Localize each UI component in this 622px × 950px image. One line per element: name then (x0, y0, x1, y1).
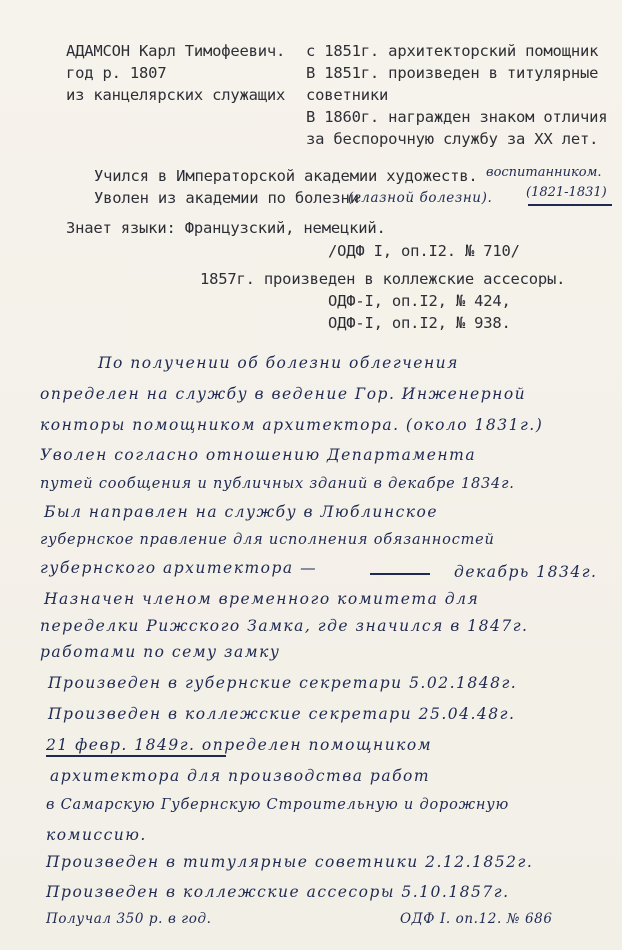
handwritten-dash (370, 573, 430, 575)
handwritten-years-note: (1821-1831) (526, 185, 607, 200)
typed-service-3: советники (306, 86, 389, 104)
typed-reference-1: /ОДФ I, оп.I2. № 710/ (328, 242, 520, 260)
typed-birth-line: год р. 1807 (66, 64, 167, 82)
typed-origin-line: из канцелярских служащих (66, 86, 286, 104)
typed-dismissed-line: Уволен из академии по болезни (94, 189, 359, 207)
handwritten-line-2: определен на службу в ведение Гор. Инженерной (40, 385, 527, 403)
handwritten-study-note: воспитанником. (486, 165, 602, 180)
date-1849-underline (46, 755, 226, 757)
typed-reference-3: ОДФ-I, оп.I2, № 938. (328, 314, 511, 332)
handwritten-line-19: Произведен в коллежские ассесоры 5.10.1857г. (46, 883, 510, 901)
typed-service-4: В 1860г. награжден знаком отличия (306, 108, 608, 126)
typed-assessor-line: 1857г. произведен в коллежские ассесоры. (200, 270, 566, 288)
typed-languages-line: Знает языки: Французский, немецкий. (66, 219, 386, 237)
handwritten-line-3: конторы помощником архитектора. (около 1831г.) (40, 416, 544, 434)
handwritten-line-11: работами по сему замку (40, 643, 281, 661)
handwritten-line-12: Произведен в губернские секретари 5.02.1848г. (48, 674, 518, 692)
handwritten-line-14: 21 февр. 1849г. определен помощником (46, 736, 433, 754)
handwritten-line-15: архитектора для производства работ (50, 767, 431, 785)
years-underline (528, 204, 612, 206)
handwritten-line-10: переделки Рижского Замка, где значился в 1847г. (40, 617, 529, 635)
handwritten-line-18: Произведен в титулярные советники 2.12.1852г. (46, 853, 534, 871)
handwritten-line-6: Был направлен на службу в Люблинское (44, 503, 439, 521)
handwritten-line-7: губернское правление для исполнения обязанностей (40, 532, 495, 548)
typed-service-2: В 1851г. произведен в титулярные (306, 64, 599, 82)
typed-service-5: за беспорочную службу за XX лет. (306, 130, 599, 148)
handwritten-dismissed-note: (глазной болезни). (348, 190, 493, 206)
handwritten-date-1834: декабрь 1834г. (454, 563, 598, 581)
handwritten-line-1: По получении об болезни облегчения (98, 354, 459, 372)
handwritten-line-5: путей сообщения и публичных зданий в декабре 1834г. (40, 476, 515, 492)
typed-reference-2: ОДФ-I, оп.I2, № 424, (328, 292, 511, 310)
handwritten-line-9: Назначен членом временного комитета для (44, 590, 480, 608)
typed-name-line: АДАМСОН Карл Тимофеевич. (66, 42, 286, 60)
handwritten-line-20: Получал 350 р. в год. (46, 911, 212, 927)
typed-service-1: с 1851г. архитекторский помощник (306, 42, 599, 60)
handwritten-line-4: Уволен согласно отношению Департамента (40, 446, 477, 464)
handwritten-line-8: губернского архитектора — (40, 559, 318, 577)
handwritten-reference-end: ОДФ I. оп.12. № 686 (400, 911, 553, 927)
typed-study-line: Учился в Императорской академии художеств. (94, 167, 478, 185)
handwritten-line-13: Произведен в коллежские секретари 25.04.48г. (48, 705, 516, 723)
handwritten-line-16: в Самарскую Губернскую Строительную и дорожную (46, 797, 510, 813)
handwritten-line-17: комиссию. (46, 826, 147, 844)
